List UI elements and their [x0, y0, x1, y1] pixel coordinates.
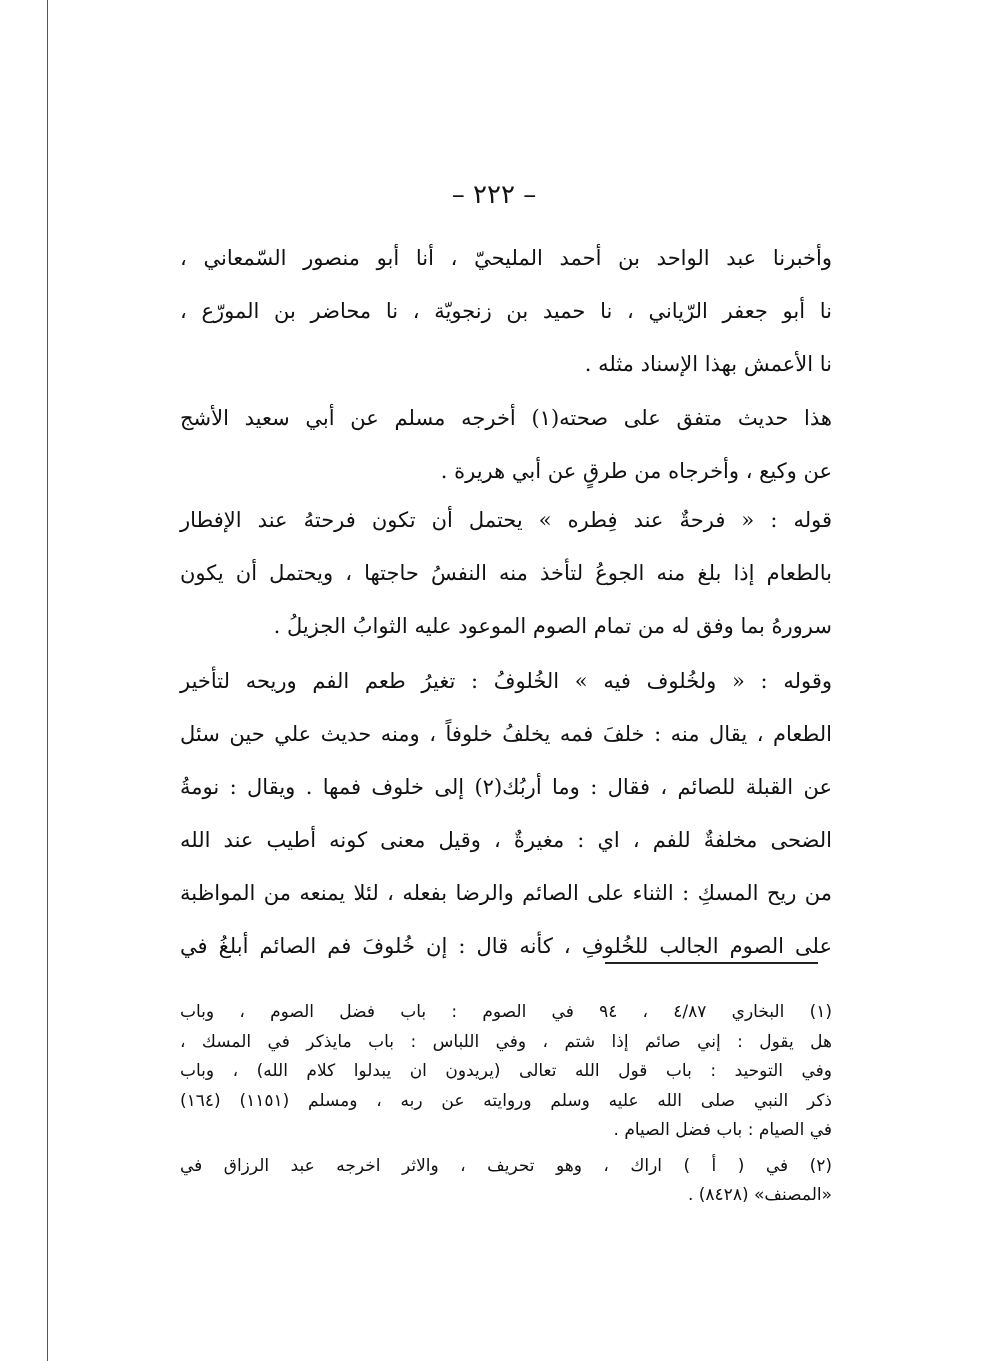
- paragraph-farha: [180, 494, 832, 653]
- footnote-separator: [605, 962, 818, 964]
- text-line: سرورهُ بما وفق له من تمام الصوم الموعود عليه الثوابُ الجزيلُ .: [273, 614, 832, 638]
- footnote-1: [180, 998, 832, 1146]
- footnote-line: في الصيام : باب فضل الصيام .: [613, 1120, 832, 1140]
- paragraph-takhrij: [180, 392, 832, 498]
- text-line: الطعام ، يقال منه : خلفَ فمه يخلفُ خلوفاً ، ومنه حديث علي حين سئل: [180, 722, 832, 746]
- text-line: على الصوم الجالب للخُلوفِ ، كأنه قال : إن خُلوفَ فم الصائم أبلغُ في: [180, 934, 832, 958]
- page-number: – ٢٢٢ –: [451, 180, 537, 210]
- footnote-line: ذكر النبي صلى الله عليه وسلم وروايته عن ربه ، ومسلم (١١٥١) (١٦٤): [180, 1090, 832, 1111]
- footnote-line: (٢) في ( أ ) اراك ، وهو تحريف ، والاثر اخرجه عبد الرزاق في: [180, 1155, 832, 1176]
- text-line: من ريح المسكِ : الثناء على الصائم والرضا بفعله ، لئلا يمنعه من المواظبة: [180, 881, 832, 905]
- text-line: نا أبو جعفر الرّياني ، نا حميد بن زنجويّة ، نا محاضر بن المورّع ،: [180, 299, 832, 323]
- text-line: هذا حديث متفق على صحته(١) أخرجه مسلم عن أبي سعيد الأشج: [180, 406, 832, 430]
- text-line: الضحى مخلفةٌ للفم ، اي : مغيرةٌ ، وقيل معنى كونه أطيب عند الله: [180, 828, 832, 852]
- footnote-line: وفي التوحيد : باب قول الله تعالى (يريدون ان يبدلوا كلام الله) ، وباب: [180, 1061, 832, 1081]
- footnote-line: «المصنف» (٨٤٢٨) .: [687, 1185, 832, 1205]
- footnotes: [180, 998, 832, 1211]
- paragraph-khuluf: [180, 655, 832, 973]
- text-line: عن القبلة للصائم ، فقال : وما أربُك(٢) إلى خلوف فمها . ويقال : نومةُ: [180, 775, 832, 799]
- paragraph-isnad: [180, 232, 832, 391]
- text-line: عن وكيع ، وأخرجاه من طرقٍ عن أبي هريرة .: [440, 459, 832, 483]
- text-line: وأخبرنا عبد الواحد بن أحمد المليحيّ ، أنا أبو منصور السّمعاني ،: [180, 246, 832, 270]
- footnote-line: هل يقول : إني صائم إذا شتم ، وفي اللباس : باب مايذكر في المسك ،: [180, 1031, 832, 1052]
- text-line: بالطعام إذا بلغ منه الجوعُ لتأخذ منه النفسُ حاجتها ، ويحتمل أن يكون: [180, 561, 832, 585]
- text-line: قوله : « فرحةٌ عند فِطره » يحتمل أن تكون فرحتهُ عند الإفطار: [180, 508, 832, 532]
- text-line: وقوله : « ولخُلوف فيه » الخُلوفُ : تغيرُ طعم الفم وريحه لتأخير: [180, 669, 832, 693]
- text-line: نا الأعمش بهذا الإسناد مثله .: [584, 352, 832, 376]
- footnote-2: [180, 1152, 832, 1211]
- footnote-line: (١) البخاري ٤/٨٧ ، ٩٤ في الصوم : باب فضل الصوم ، وباب: [180, 1002, 832, 1022]
